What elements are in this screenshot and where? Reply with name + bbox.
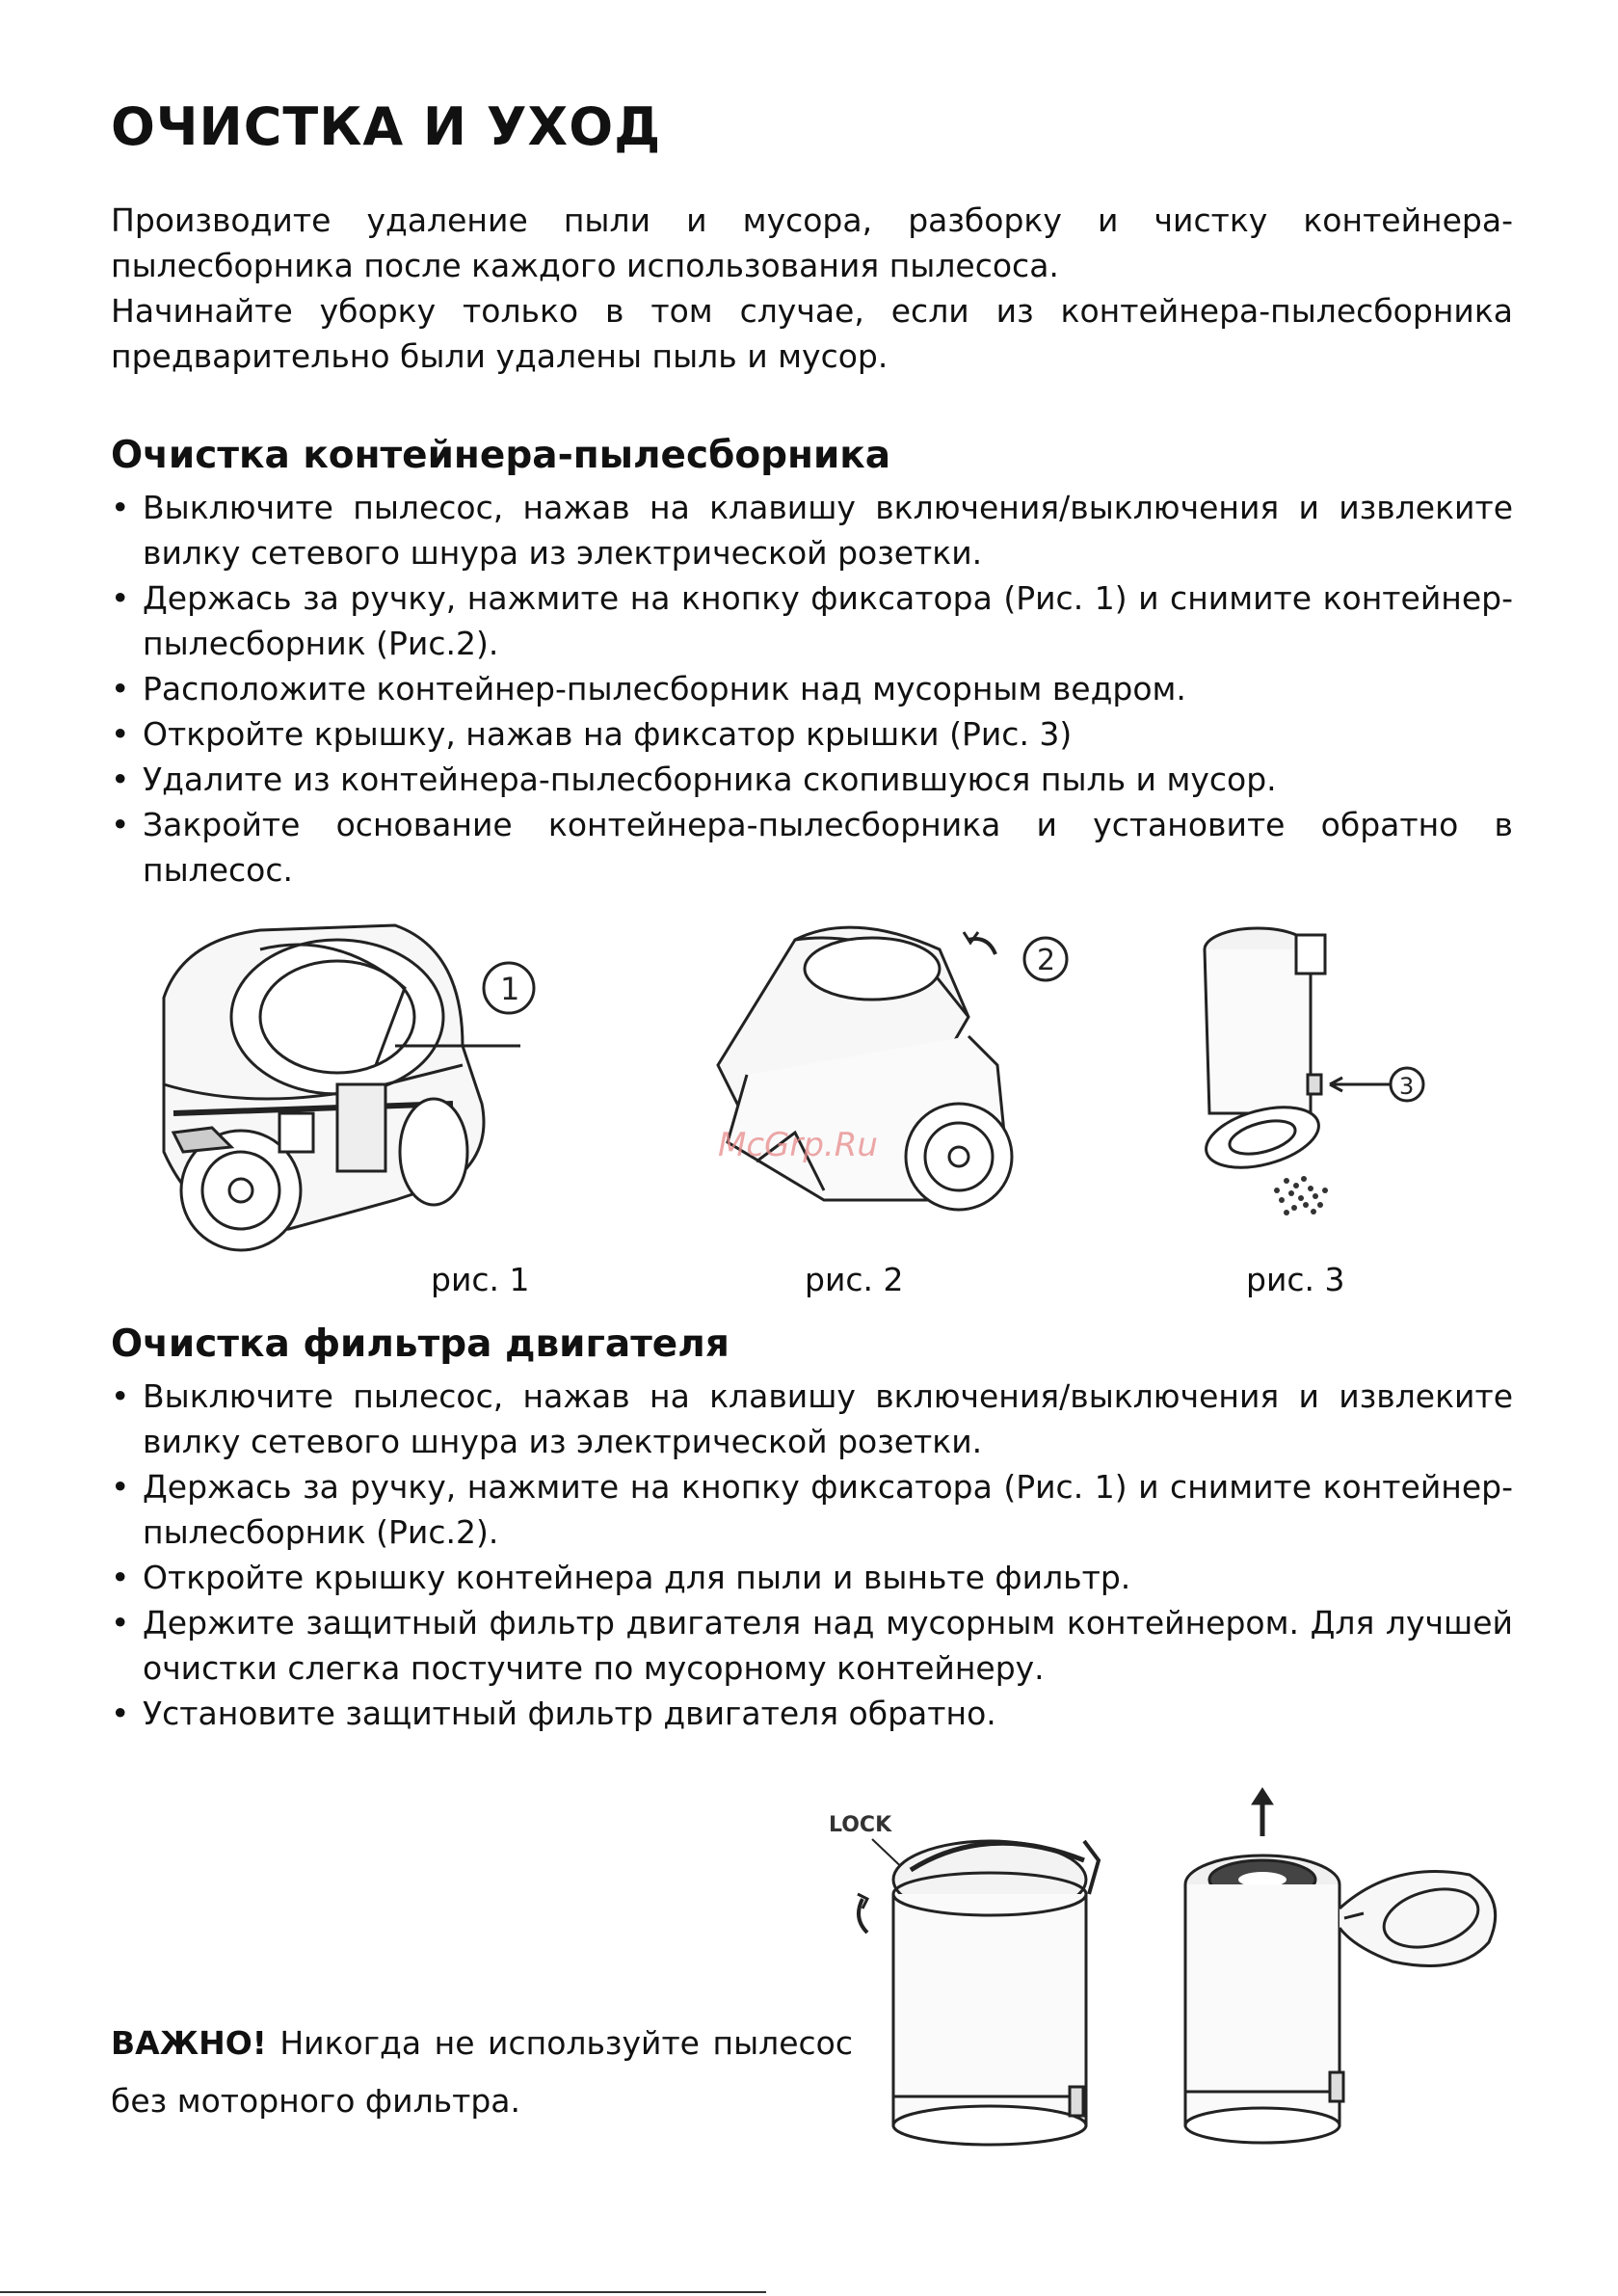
- footer-rule: [0, 2291, 766, 2293]
- intro-paragraph: Начинайте уборку только в том случае, если из контейнера-пылесборника предварительно были удалены пыль и мусор.: [111, 292, 1513, 375]
- list-item: • Удалите из контейнера-пылесборника скопившуюся пыль и мусор.: [111, 757, 1513, 802]
- important-note: [111, 2015, 853, 2130]
- list-item: • Держите защитный фильтр двигателя над мусорным контейнером. Для лучшей очистки слегка постучите по мусорному контейнеру.: [111, 1600, 1513, 1691]
- watermark: McGrp.Ru: [718, 1126, 878, 1164]
- intro-paragraph: Производите удаление пыли и мусора, разборку и чистку контейнера-пылесборника после каждого использования пылесоса.: [111, 201, 1513, 284]
- container-cleaning-list: [111, 485, 1513, 893]
- list-item: • Откройте крышку, нажав на фиксатор крышки (Рис. 3): [111, 711, 1513, 757]
- list-item: • Выключите пылесос, нажав на клавишу включения/выключения и извлеките вилку сетевого шнура из электрической розетки.: [111, 1374, 1513, 1464]
- figure-2-caption: рис. 2: [805, 1261, 904, 1298]
- figure-2-remove-container: [689, 911, 1074, 1239]
- figure-lock-container: [824, 1802, 1113, 2159]
- list-item: • Держась за ручку, нажмите на кнопку фиксатора (Рис. 1) и снимите контейнер-пылесборник (Рис.2).: [111, 575, 1513, 666]
- page-title: ОЧИСТКА И УХОД: [111, 96, 662, 157]
- figure-3-caption: рис. 3: [1246, 1261, 1345, 1298]
- list-item: • Держась за ручку, нажмите на кнопку фиксатора (Рис. 1) и снимите контейнер-пылесборник (Рис.2).: [111, 1464, 1513, 1555]
- marker-3: 3: [1399, 1073, 1415, 1100]
- section-heading-motor-filter: Очистка фильтра двигателя: [111, 1322, 729, 1366]
- marker-1: 1: [500, 971, 520, 1007]
- debris: [1274, 1176, 1328, 1215]
- intro-text: [111, 198, 1513, 379]
- list-item: • Расположите контейнер-пылесборник над мусорным ведром.: [111, 666, 1513, 711]
- figure-filter-removal: [1171, 1783, 1518, 2159]
- figure-1-caption: рис. 1: [431, 1261, 530, 1298]
- lock-label: LOCK: [829, 1813, 892, 1837]
- motor-filter-list: [111, 1374, 1513, 1736]
- list-item: • Установите защитный фильтр двигателя обратно.: [111, 1691, 1513, 1736]
- list-item: • Закройте основание контейнера-пылесборника и установите обратно в пылесос.: [111, 802, 1513, 893]
- figure-1-vacuum-latch: [145, 911, 569, 1287]
- figure-3-open-lid: [1190, 921, 1450, 1239]
- list-item: • Выключите пылесос, нажав на клавишу включения/выключения и извлеките вилку сетевого шнура из электрической розетки.: [111, 485, 1513, 575]
- important-label: ВАЖНО!: [111, 2024, 267, 2062]
- list-item: • Откройте крышку контейнера для пыли и выньте фильтр.: [111, 1555, 1513, 1600]
- marker-2: 2: [1037, 944, 1056, 977]
- section-heading-container-cleaning: Очистка контейнера-пылесборника: [111, 434, 891, 477]
- important-text: Никогда не используйте пылесос без моторного фильтра.: [111, 2024, 853, 2120]
